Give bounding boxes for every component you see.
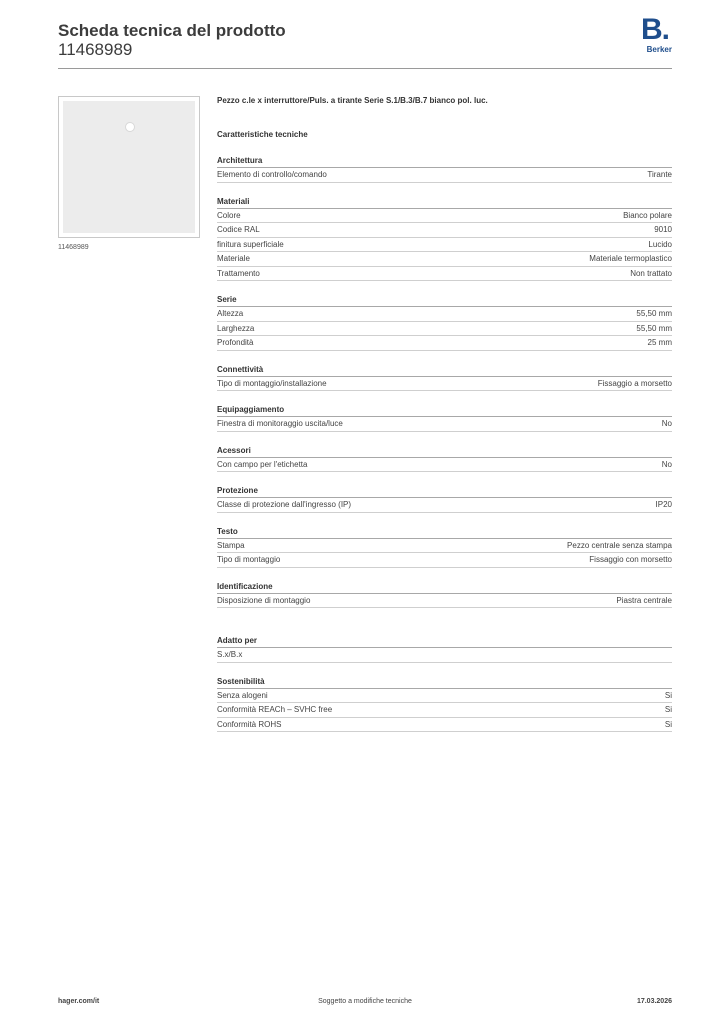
header-divider (58, 68, 672, 69)
section-title: Protezione (217, 485, 672, 498)
spec-section (217, 676, 672, 733)
spec-value: No (661, 459, 672, 469)
spec-label: Disposizione di montaggio (217, 595, 311, 605)
spec-section (217, 526, 672, 568)
spec-label: Senza alogeni (217, 690, 268, 700)
spec-row (217, 703, 672, 718)
spec-row (217, 322, 672, 337)
spec-row (217, 689, 672, 704)
spec-value: Si (664, 705, 672, 714)
spec-value: 55,50 mm (636, 309, 672, 318)
pull-cord-hole (125, 122, 135, 132)
spec-content (217, 96, 672, 732)
spec-value: Materiale termoplastico (589, 254, 672, 263)
spec-label: Classe di protezione dall'ingresso (IP) (217, 500, 352, 509)
product-image (58, 96, 200, 238)
spec-row (217, 539, 672, 554)
spec-row (217, 594, 672, 609)
spec-row (217, 336, 672, 351)
switch-plate-image (63, 101, 195, 233)
spec-label: Colore (217, 210, 241, 220)
spec-value: Tirante (647, 170, 672, 179)
spec-value: 25 mm (647, 338, 672, 347)
section-title: Acessori (217, 445, 672, 458)
spec-row (217, 498, 672, 513)
section-title: Sostenibilità (217, 676, 672, 689)
spec-value: Lucido (648, 239, 672, 249)
spec-value: Bianco polare (623, 210, 672, 220)
spec-row (217, 553, 672, 568)
spec-value: Non trattato (630, 268, 672, 278)
logo-letter: B. (641, 13, 669, 46)
section-title: Connettività (217, 364, 672, 377)
section-title: Testo (217, 526, 672, 539)
footer-date: 17.03.2026 (636, 998, 672, 1005)
spec-label: Stampa (217, 540, 245, 550)
spec-section (217, 196, 672, 282)
spec-label: Profondità (217, 338, 254, 347)
logo-name: Berker (646, 45, 672, 54)
spec-value: Piastra centrale (616, 595, 672, 605)
spec-value: Fissaggio a morsetto (597, 378, 672, 388)
spec-row (217, 267, 672, 282)
spec-label: Codice RAL (217, 225, 260, 234)
spec-row (217, 307, 672, 322)
spec-label: Conformità REACh – SVHC free (217, 705, 333, 714)
spec-value: Si (664, 690, 672, 700)
spec-section (217, 404, 672, 432)
spec-section (217, 635, 672, 663)
spec-section (217, 581, 672, 609)
spec-row (217, 648, 672, 663)
footer-note: Soggetto a modifiche tecniche (318, 998, 412, 1005)
section-title: Equipaggiamento (217, 404, 672, 417)
spec-row (217, 252, 672, 267)
image-caption: 11468989 (58, 244, 89, 251)
spec-value: 55,50 mm (636, 323, 672, 333)
footer-website: hager.com/it (58, 998, 100, 1005)
spec-label: Elemento di controllo/comando (217, 170, 327, 179)
spec-label: Conformità ROHS (217, 719, 282, 729)
spec-value: 9010 (654, 225, 672, 234)
spec-label: Trattamento (217, 268, 260, 278)
spec-row (217, 417, 672, 432)
section-title: Architettura (217, 155, 672, 168)
spec-row (217, 238, 672, 253)
spec-row (217, 209, 672, 224)
spec-row (217, 458, 672, 473)
spec-label: Larghezza (217, 323, 255, 333)
section-title: Serie (217, 294, 672, 307)
spec-section (217, 364, 672, 392)
page-title: Scheda tecnica del prodotto (58, 21, 286, 40)
spec-label: Altezza (217, 309, 244, 318)
spec-value: Fissaggio con morsetto (589, 555, 672, 564)
spec-section (217, 445, 672, 473)
product-name: Pezzo c.le x interruttore/Puls. a tirante Serie S.1/B.3/B.7 bianco pol. luc. (217, 96, 488, 105)
section-title: Identificazione (217, 581, 672, 594)
spec-label: finitura superficiale (217, 239, 284, 249)
product-number: 11468989 (58, 40, 133, 59)
spec-label: Tipo di montaggio (217, 555, 281, 564)
spec-row (217, 718, 672, 733)
tech-heading: Caratteristiche tecniche (217, 130, 308, 139)
page-header (58, 13, 672, 69)
spec-label: S.x/B.x (217, 650, 243, 659)
section-title: Adatto per (217, 635, 672, 648)
spec-row (217, 377, 672, 392)
section-title: Materiali (217, 196, 672, 209)
spec-value: IP20 (655, 500, 672, 509)
spec-value: No (661, 419, 672, 428)
spec-label: Tipo di montaggio/installazione (217, 378, 327, 388)
spec-label: Materiale (217, 254, 250, 263)
spec-section (217, 485, 672, 513)
spec-row (217, 168, 672, 183)
spec-section (217, 294, 672, 351)
spec-value: Si (664, 719, 672, 729)
spec-section (217, 155, 672, 183)
berker-logo (636, 15, 672, 59)
spec-label: Con campo per l'etichetta (217, 459, 308, 469)
spec-label: Finestra di monitoraggio uscita/luce (217, 419, 343, 428)
spec-sections (217, 155, 672, 732)
page-footer (58, 998, 672, 1010)
spec-row (217, 223, 672, 238)
spec-value: Pezzo centrale senza stampa (567, 540, 672, 550)
